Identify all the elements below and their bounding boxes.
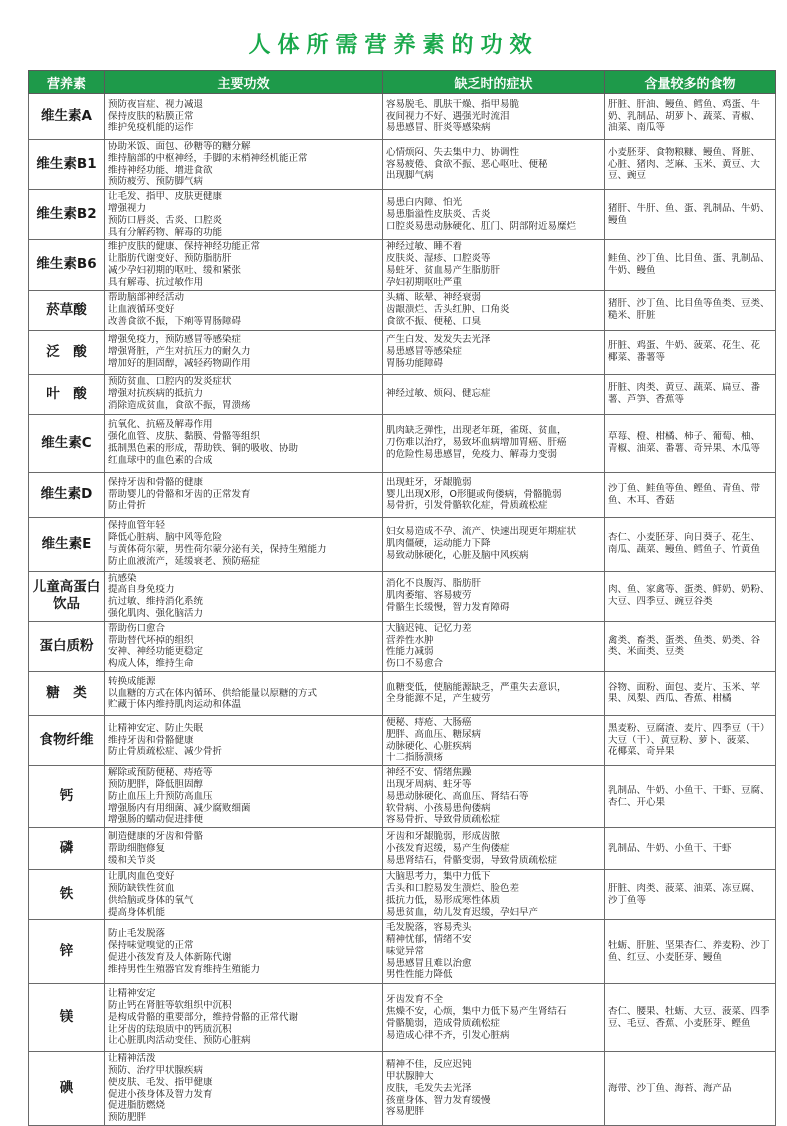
foods-cell bbox=[605, 870, 776, 920]
nutrient-name: 菸草酸 bbox=[29, 290, 105, 330]
nutrient-name: 维生素B2 bbox=[29, 190, 105, 240]
effects-line: 预防缺铁性贫血 bbox=[108, 882, 175, 894]
symptoms-line: 伤口不易愈合 bbox=[386, 658, 444, 670]
effects-cell bbox=[105, 1052, 383, 1126]
symptoms-line: 血糖变低，使脑能源缺乏，严重失去意识， bbox=[386, 681, 567, 693]
symptoms-line: 易患脂溢性皮肤炎、舌炎 bbox=[386, 208, 491, 220]
foods-line: 乳制品、牛奶、小鱼干、干虾 bbox=[608, 842, 732, 854]
header-symptoms: 缺乏时的症状 bbox=[383, 71, 605, 94]
effects-line: 以血糖的方式在体内循环、供给能量以原糖的方式 bbox=[108, 687, 318, 699]
nutrient-name: 维生素B1 bbox=[29, 140, 105, 190]
table-header-row bbox=[29, 71, 776, 94]
effects-line: 让精神安定、防止失眠 bbox=[108, 722, 204, 734]
effects-line: 消除造成贫血，食欲不振，胃溃疡 bbox=[108, 399, 251, 411]
foods-line: 沙丁鱼等 bbox=[608, 894, 647, 906]
symptoms-cell bbox=[383, 330, 605, 374]
effects-line: 让血液循环变好 bbox=[108, 304, 175, 316]
foods-cell bbox=[605, 414, 776, 472]
foods-line: 南瓜、蔬菜、鳗鱼、鳕鱼子、竹黄鱼 bbox=[608, 544, 761, 556]
symptoms-line: 出现蛀牙，牙龈脆弱 bbox=[386, 476, 472, 488]
symptoms-line: 孕妇初期呕吐严重 bbox=[386, 276, 463, 288]
foods-cell bbox=[605, 517, 776, 571]
foods-line: 肉、鱼、家禽等、蛋类、鲜奶、奶粉、 bbox=[608, 584, 770, 596]
foods-line: 青椒、油菜、番薯、奇异果、木瓜等 bbox=[608, 443, 761, 455]
nutrient-name: 叶 酸 bbox=[29, 374, 105, 414]
nutrient-name: 钙 bbox=[29, 766, 105, 828]
symptoms-line: 甲状腺肿大 bbox=[386, 1070, 434, 1082]
symptoms-line: 全身能源不足，产生疲劳 bbox=[386, 693, 491, 705]
symptoms-cell bbox=[383, 671, 605, 715]
symptoms-line: 神经过敏、睡不着 bbox=[386, 241, 463, 253]
table-row bbox=[29, 290, 776, 330]
table-row bbox=[29, 414, 776, 472]
symptoms-line: 易患贫血，幼儿发育迟缓，孕妇早产 bbox=[386, 906, 539, 918]
effects-cell bbox=[105, 671, 383, 715]
effects-cell bbox=[105, 190, 383, 240]
effects-line: 维护免疫机能的运作 bbox=[108, 122, 194, 134]
table-row bbox=[29, 715, 776, 765]
effects-line: 抗感染 bbox=[108, 572, 137, 584]
effects-line: 帮助替代坏掉的组织 bbox=[108, 634, 194, 646]
effects-line: 增强肠内有用细菌、减少腐败细菌 bbox=[108, 802, 251, 814]
symptoms-cell bbox=[383, 517, 605, 571]
effects-line: 防止血液流产，延缓衰老、预防癌症 bbox=[108, 555, 261, 567]
foods-line: 杏仁、腰果、牡蛎、大豆、菠菜、四季 bbox=[608, 1006, 770, 1017]
effects-cell bbox=[105, 374, 383, 414]
symptoms-cell bbox=[383, 715, 605, 765]
foods-cell bbox=[605, 1052, 776, 1126]
foods-line: 鱼、红豆、小麦胚芽、鳗鱼 bbox=[608, 951, 723, 963]
symptoms-line: 胃肠功能障碍 bbox=[386, 357, 444, 369]
effects-line: 防止骨折 bbox=[108, 500, 147, 512]
foods-line: 大豆（干）、黄豆粉、萝卜、菠菜、 bbox=[608, 734, 756, 746]
foods-line: 椰菜、番薯等 bbox=[608, 352, 666, 364]
foods-line: 乳制品、牛奶、小鱼干、干虾、豆腐、 bbox=[608, 784, 770, 796]
nutrient-table bbox=[28, 70, 776, 1126]
symptoms-line: 消化不良腹泻、脂肪肝 bbox=[386, 578, 482, 590]
effects-line: 维持脑部的中枢神经，手脚的末梢神经机能正常 bbox=[108, 152, 308, 164]
effects-line: 增强视力 bbox=[108, 202, 147, 214]
effects-line: 预防、治疗甲状腺疾病 bbox=[108, 1065, 204, 1077]
nutrient-name: 镁 bbox=[29, 984, 105, 1052]
foods-line: 猪肝、牛肝、鱼、蛋、乳制品、牛奶、 bbox=[608, 202, 770, 214]
symptoms-line: 口腔炎易患动脉硬化、肛门、阴部附近易糜烂 bbox=[386, 220, 577, 232]
foods-line: 肝脏、肉类、黄豆、蔬菜、扁豆、番 bbox=[608, 382, 761, 394]
effects-cell bbox=[105, 240, 383, 290]
table-body bbox=[29, 94, 776, 1126]
table-row bbox=[29, 766, 776, 828]
symptoms-line: 产生白发、发发失去光泽 bbox=[386, 334, 491, 346]
effects-line: 让脂肪代谢变好、预防脂肪肝 bbox=[108, 253, 232, 265]
effects-line: 是构成骨骼的重要部分，维持骨骼的正常代谢 bbox=[108, 1011, 299, 1023]
effects-line: 预防口唇炎、舌炎、口腔炎 bbox=[108, 214, 223, 226]
effects-line: 抵制黑色素的形成，帮助铁、铜的吸收、协助 bbox=[108, 443, 299, 455]
symptoms-cell bbox=[383, 374, 605, 414]
foods-line: 猪肝、沙丁鱼、比目鱼等鱼类、豆类、 bbox=[608, 298, 770, 310]
symptoms-cell bbox=[383, 870, 605, 920]
symptoms-line: 味觉异常 bbox=[386, 945, 425, 957]
effects-cell bbox=[105, 766, 383, 828]
table-row bbox=[29, 330, 776, 374]
effects-line: 强化肌肉、强化脑活力 bbox=[108, 607, 204, 619]
symptoms-line: 营养性水肿 bbox=[386, 634, 434, 646]
nutrient-name: 维生素E bbox=[29, 517, 105, 571]
effects-line: 构成人体，维持生命 bbox=[108, 658, 194, 670]
effects-line: 让精神安定 bbox=[108, 988, 156, 1000]
effects-line: 增强免疫力，预防感冒等感染症 bbox=[108, 334, 242, 346]
table-row bbox=[29, 140, 776, 190]
effects-line: 促进小孩身体及智力发育 bbox=[108, 1088, 213, 1100]
symptoms-line: 易患白内障、怕光 bbox=[386, 197, 463, 209]
symptoms-line: 肌肉萎缩、容易疲劳 bbox=[386, 590, 472, 602]
foods-line: 杏仁、开心果 bbox=[608, 796, 666, 808]
foods-line: 小麦胚芽、食物粮糠、鳗鱼、肾脏、 bbox=[608, 146, 761, 158]
symptoms-line: 孩童身体、智力发育缓慢 bbox=[386, 1094, 491, 1106]
foods-line: 鱼、木耳、香菇 bbox=[608, 494, 675, 506]
foods-line: 草莓、橙、柑橘、柿子、葡萄、柚、 bbox=[608, 431, 761, 443]
symptoms-line: 婴儿出现X形，O形腿或佝偻病，骨骼脆弱 bbox=[386, 488, 562, 500]
foods-line: 花椰菜、奇异果 bbox=[608, 746, 675, 758]
symptoms-line: 抵抗力低，易形成寒性体质 bbox=[386, 894, 501, 906]
effects-line: 抗氧化、抗癌及解毒作用 bbox=[108, 419, 213, 431]
foods-cell bbox=[605, 828, 776, 870]
effects-line: 帮助伤口愈合 bbox=[108, 622, 166, 634]
effects-cell bbox=[105, 571, 383, 621]
symptoms-line: 肥胖、高血压、糖尿病 bbox=[386, 728, 482, 740]
foods-cell bbox=[605, 671, 776, 715]
nutrient-name: 糖 类 bbox=[29, 671, 105, 715]
nutrient-name: 铁 bbox=[29, 870, 105, 920]
foods-line: 豆、豌豆 bbox=[608, 170, 647, 182]
effects-line: 改善食欲不振，下痢等胃肠障碍 bbox=[108, 315, 242, 327]
effects-line: 与黄体荷尔蒙，男性荷尔蒙分泌有关，保持生殖能力 bbox=[108, 544, 327, 556]
symptoms-line: 易致动脉硬化，心脏及脑中风疾病 bbox=[386, 549, 529, 561]
foods-cell bbox=[605, 920, 776, 984]
symptoms-line: 神经过敏、烦闷、健忘症 bbox=[386, 388, 491, 400]
effects-line: 防止血压上升预防高血压 bbox=[108, 790, 213, 802]
effects-line: 保持血管年轻 bbox=[108, 520, 166, 532]
header-nutrient: 营养素 bbox=[29, 71, 105, 94]
nutrient-name: 锌 bbox=[29, 920, 105, 984]
effects-cell bbox=[105, 472, 383, 517]
symptoms-line: 食欲不振、便秘、口臭 bbox=[386, 315, 482, 327]
symptoms-cell bbox=[383, 414, 605, 472]
table-row bbox=[29, 671, 776, 715]
symptoms-cell bbox=[383, 472, 605, 517]
effects-line: 让精神活泼 bbox=[108, 1053, 156, 1065]
effects-line: 强化血管、皮肤、黏膜、骨骼等组织 bbox=[108, 431, 261, 443]
effects-line: 红血球中的血色素的合成 bbox=[108, 454, 213, 466]
effects-line: 帮助细胞修复 bbox=[108, 842, 166, 854]
foods-cell bbox=[605, 94, 776, 140]
effects-line: 让牙齿的珐琅质中的钙质沉积 bbox=[108, 1023, 232, 1035]
table-row bbox=[29, 240, 776, 290]
effects-line: 让肌肉血色变好 bbox=[108, 871, 175, 883]
foods-line: 肝脏、肉类、菠菜、油菜、冻豆腐、 bbox=[608, 882, 761, 894]
effects-line: 供给脑或身体的氧气 bbox=[108, 894, 194, 906]
table-row bbox=[29, 374, 776, 414]
symptoms-line: 妇女易造成不孕、流产、快速出现更年期症状 bbox=[386, 526, 577, 538]
effects-line: 增强肠的蠕动促进排便 bbox=[108, 814, 204, 826]
foods-cell bbox=[605, 984, 776, 1052]
table-row bbox=[29, 190, 776, 240]
foods-line: 谷物、面粉、面包、麦片、玉米、苹 bbox=[608, 681, 761, 693]
effects-line: 保持皮肤的粘膜正常 bbox=[108, 110, 194, 122]
nutrient-name: 蛋白质粉 bbox=[29, 621, 105, 671]
foods-line: 黑麦粉、豆腐渣、麦片、四季豆（干） bbox=[608, 722, 770, 734]
effects-cell bbox=[105, 920, 383, 984]
symptoms-line: 小孩发育迟缓，易产生佝偻症 bbox=[386, 842, 510, 854]
foods-line: 鳗鱼 bbox=[608, 214, 628, 226]
symptoms-line: 容易疲倦、食欲不振、恶心呕吐、便秘 bbox=[386, 158, 548, 170]
symptoms-line: 出现牙周病、蛀牙等 bbox=[386, 778, 472, 790]
foods-cell bbox=[605, 766, 776, 828]
symptoms-line: 易患动脉硬化、高血压、肾结石等 bbox=[386, 790, 529, 802]
symptoms-line: 动脉硬化、心脏疾病 bbox=[386, 740, 472, 752]
symptoms-line: 骨骼脆弱，造成骨质疏松症 bbox=[386, 1017, 501, 1029]
symptoms-line: 骨骼生长缓慢，智力发育障碍 bbox=[386, 602, 510, 614]
foods-line: 心脏、猪肉、芝麻、玉米、黄豆、大 bbox=[608, 158, 761, 170]
effects-line: 维持神经功能、增进食欲 bbox=[108, 164, 213, 176]
symptoms-line: 牙齿和牙龈脆弱，形成齿脓 bbox=[386, 830, 501, 842]
effects-cell bbox=[105, 828, 383, 870]
effects-line: 帮助婴儿的骨骼和牙齿的正常发育 bbox=[108, 488, 251, 500]
effects-line: 使皮肤、毛发、指甲健康 bbox=[108, 1076, 213, 1088]
table-row bbox=[29, 472, 776, 517]
symptoms-cell bbox=[383, 571, 605, 621]
header-foods: 含量较多的食物 bbox=[605, 71, 776, 94]
effects-line: 预防肥胖 bbox=[108, 1112, 147, 1124]
foods-line: 豆、毛豆、香蕉、小麦胚芽、鲣鱼 bbox=[608, 1017, 751, 1029]
table-row bbox=[29, 920, 776, 984]
effects-line: 防止毛发脱落 bbox=[108, 928, 166, 940]
effects-cell bbox=[105, 414, 383, 472]
foods-line: 鲑鱼、沙丁鱼、比目鱼、蛋、乳制品、 bbox=[608, 253, 770, 265]
symptoms-line: 易造成心律不齐，引发心脏病 bbox=[386, 1029, 510, 1041]
effects-line: 安神、神经功能更稳定 bbox=[108, 646, 204, 658]
effects-cell bbox=[105, 870, 383, 920]
symptoms-cell bbox=[383, 240, 605, 290]
symptoms-line: 便秘、痔疮、大肠癌 bbox=[386, 716, 472, 728]
effects-cell bbox=[105, 330, 383, 374]
page-title: 人体所需营养素的功效 bbox=[248, 33, 539, 58]
effects-line: 协助米饭、面包、砂糖等的糖分解 bbox=[108, 141, 251, 152]
symptoms-line: 心情烦闷、失去集中力、协调性 bbox=[386, 146, 520, 158]
symptoms-cell bbox=[383, 984, 605, 1052]
effects-line: 促进脂肪燃烧 bbox=[108, 1100, 166, 1112]
symptoms-line: 头痛、眩晕、神经衰弱 bbox=[386, 292, 482, 304]
foods-cell bbox=[605, 472, 776, 517]
foods-cell bbox=[605, 240, 776, 290]
table-row bbox=[29, 828, 776, 870]
symptoms-line: 大脑思考力，集中力低下 bbox=[386, 871, 491, 883]
symptoms-line: 易患感冒等感染症 bbox=[386, 346, 463, 358]
effects-line: 制造健康的牙齿和骨骼 bbox=[108, 830, 204, 842]
foods-cell bbox=[605, 330, 776, 374]
symptoms-line: 易患感冒、肝炎等感染病 bbox=[386, 122, 491, 134]
table-row bbox=[29, 571, 776, 621]
effects-line: 具有分解药物、解毒的功能 bbox=[108, 226, 223, 238]
symptoms-line: 皮肤，毛发失去光泽 bbox=[386, 1082, 472, 1094]
effects-cell bbox=[105, 517, 383, 571]
effects-line: 抗过敏、维持消化系统 bbox=[108, 596, 204, 608]
symptoms-cell bbox=[383, 1052, 605, 1126]
effects-line: 维护皮肤的健康、保持神经功能正常 bbox=[108, 241, 261, 253]
effects-line: 减少孕妇初期的呕吐、缓和紧张 bbox=[108, 264, 242, 276]
symptoms-cell bbox=[383, 290, 605, 330]
effects-line: 增加好的胆固醇，减轻药物副作用 bbox=[108, 357, 251, 369]
symptoms-line: 性能力减弱 bbox=[386, 646, 434, 658]
effects-cell bbox=[105, 621, 383, 671]
symptoms-line: 容易脱毛、肌肤干燥、指甲易脆 bbox=[386, 98, 520, 110]
effects-cell bbox=[105, 94, 383, 140]
effects-line: 提高自身免疫力 bbox=[108, 584, 175, 596]
symptoms-line: 十二指肠溃疡 bbox=[386, 752, 444, 764]
foods-line: 牛奶、鳗鱼 bbox=[608, 264, 656, 276]
symptoms-line: 毛发脱落，容易秃头 bbox=[386, 922, 472, 934]
symptoms-line: 舌头和口腔易发生溃烂、脸色差 bbox=[386, 882, 520, 894]
foods-cell bbox=[605, 715, 776, 765]
effects-line: 预防贫血、口腔内的发炎症状 bbox=[108, 376, 232, 388]
nutrient-name: 维生素B6 bbox=[29, 240, 105, 290]
symptoms-line: 夜间视力不好、遇强光时流泪 bbox=[386, 110, 510, 122]
nutrient-name: 泛 酸 bbox=[29, 330, 105, 374]
effects-line: 防止钙在肾脏等软组织中沉积 bbox=[108, 1000, 232, 1012]
foods-line: 薯、芦笋、香蕉等 bbox=[608, 394, 685, 406]
foods-line: 禽类、畜类、蛋类、鱼类、奶类、谷 bbox=[608, 634, 761, 646]
symptoms-line: 容易肥胖 bbox=[386, 1106, 425, 1118]
effects-cell bbox=[105, 290, 383, 330]
symptoms-line: 肌肉僵硬，运动能力下降 bbox=[386, 538, 491, 550]
symptoms-line: 的危险性易患感冒，免疫力、解毒力变弱 bbox=[386, 448, 558, 460]
effects-line: 缓和关节炎 bbox=[108, 854, 156, 866]
symptoms-line: 精神不佳，反应迟钝 bbox=[386, 1059, 472, 1071]
foods-line: 海带、沙丁鱼、海苔、海产品 bbox=[608, 1082, 732, 1094]
foods-line: 大豆、四季豆、豌豆谷类 bbox=[608, 596, 713, 608]
foods-cell bbox=[605, 621, 776, 671]
symptoms-line: 出现脚气病 bbox=[386, 170, 434, 182]
symptoms-line: 易蛀牙、贫血易产生脂肪肝 bbox=[386, 264, 501, 276]
effects-line: 预防疲劳、预防脚气病 bbox=[108, 176, 204, 188]
symptoms-line: 软骨病、小孩易患佝偻病 bbox=[386, 802, 491, 814]
foods-line: 牡蛎、肝脏、坚果杏仁、养麦粉、沙丁 bbox=[608, 940, 770, 951]
foods-cell bbox=[605, 571, 776, 621]
foods-line: 肝脏、鸡蛋、牛奶、菠菜、花生、花 bbox=[608, 340, 761, 352]
symptoms-line: 牙齿发育不全 bbox=[386, 994, 444, 1006]
foods-cell bbox=[605, 290, 776, 330]
symptoms-line: 皮肤炎、湿疹、口腔炎等 bbox=[386, 253, 491, 265]
effects-line: 让毛发、指甲、皮肤更健康 bbox=[108, 191, 223, 203]
foods-line: 奶、乳制品、胡萝卜、蔬菜、青椒、 bbox=[608, 110, 761, 122]
foods-line: 类、米面类、豆类 bbox=[608, 646, 685, 658]
nutrient-name: 维生素C bbox=[29, 414, 105, 472]
effects-line: 增强对抗疾病的抵抗力 bbox=[108, 388, 204, 400]
effects-line: 提高身体机能 bbox=[108, 906, 166, 918]
symptoms-line: 齿龈溃烂、舌头红肿、口角炎 bbox=[386, 304, 510, 316]
table-row bbox=[29, 870, 776, 920]
symptoms-cell bbox=[383, 920, 605, 984]
effects-cell bbox=[105, 984, 383, 1052]
table-row bbox=[29, 984, 776, 1052]
symptoms-cell bbox=[383, 621, 605, 671]
nutrient-name: 磷 bbox=[29, 828, 105, 870]
symptoms-line: 肌肉缺乏弹性，出现老年斑，雀斑、贫血， bbox=[386, 425, 567, 437]
effects-line: 保持味觉嗅觉的正常 bbox=[108, 940, 194, 951]
foods-line: 杏仁、小麦胚芽、向日葵子、花生、 bbox=[608, 532, 761, 544]
effects-cell bbox=[105, 715, 383, 765]
nutrient-name: 碘 bbox=[29, 1052, 105, 1126]
nutrient-name: 食物纤维 bbox=[29, 715, 105, 765]
effects-cell bbox=[105, 140, 383, 190]
foods-cell bbox=[605, 374, 776, 414]
nutrient-name: 儿童高蛋白饮品 bbox=[29, 571, 105, 621]
symptoms-line: 容易骨折、导致骨质疏松症 bbox=[386, 814, 501, 826]
symptoms-line: 易骨折，引发骨骼软化症，骨质疏松症 bbox=[386, 500, 548, 512]
symptoms-cell bbox=[383, 190, 605, 240]
effects-line: 转换成能源 bbox=[108, 675, 156, 687]
foods-line: 果、凤梨、西瓜、香蕉、柑橘 bbox=[608, 693, 732, 705]
effects-line: 解除或预防便秘、痔疮等 bbox=[108, 767, 213, 779]
symptoms-line: 刀伤难以治疗，易致坏血病增加胃癌、肝癌 bbox=[386, 437, 567, 449]
effects-line: 增强肾脏，产生对抗压力的耐久力 bbox=[108, 346, 251, 358]
symptoms-cell bbox=[383, 94, 605, 140]
effects-line: 预防夜盲症、视力减退 bbox=[108, 98, 204, 110]
nutrient-name: 维生素D bbox=[29, 472, 105, 517]
effects-line: 帮助脑部神经活动 bbox=[108, 292, 185, 304]
table-row bbox=[29, 94, 776, 140]
symptoms-cell bbox=[383, 828, 605, 870]
symptoms-line: 大脑迟钝、记忆力差 bbox=[386, 622, 472, 634]
foods-cell bbox=[605, 190, 776, 240]
symptoms-line: 精神忧郁，情绪不安 bbox=[386, 934, 472, 946]
effects-line: 保持牙齿和骨骼的健康 bbox=[108, 476, 204, 488]
symptoms-cell bbox=[383, 766, 605, 828]
foods-cell bbox=[605, 140, 776, 190]
table-row bbox=[29, 621, 776, 671]
nutrient-name: 维生素A bbox=[29, 94, 105, 140]
symptoms-line: 神经不安、情绪焦躁 bbox=[386, 767, 472, 779]
effects-line: 防止骨质疏松症、减少骨折 bbox=[108, 746, 223, 758]
symptoms-line: 焦燥不安，心烦，集中力低下易产生肾结石 bbox=[386, 1006, 567, 1017]
foods-line: 糙米、肝脏 bbox=[608, 310, 656, 322]
table-row bbox=[29, 1052, 776, 1126]
foods-line: 沙丁鱼、鲑鱼等鱼、鲣鱼、青鱼、带 bbox=[608, 482, 761, 494]
effects-line: 预防肥胖，降低胆固醇 bbox=[108, 778, 204, 790]
effects-line: 贮藏于体内维持肌肉运动和体温 bbox=[108, 699, 242, 711]
symptoms-line: 易患感冒且难以治愈 bbox=[386, 957, 472, 969]
symptoms-line: 易患肾结石，骨骼变弱，导致骨质疏松症 bbox=[386, 854, 558, 866]
effects-line: 让心脏肌肉活动变佳、预防心脏病 bbox=[108, 1035, 251, 1047]
effects-line: 维持男性生殖器官发育维持生殖能力 bbox=[108, 963, 261, 975]
effects-line: 维持牙齿和骨骼健康 bbox=[108, 734, 194, 746]
effects-line: 降低心脏病、脑中风等危险 bbox=[108, 532, 223, 544]
effects-line: 促进小孩发育及人体新陈代谢 bbox=[108, 951, 232, 963]
effects-line: 具有解毒、抗过敏作用 bbox=[108, 276, 204, 288]
foods-line: 肝脏、肝油、鳗鱼、鳕鱼、鸡蛋、牛 bbox=[608, 98, 761, 110]
symptoms-cell bbox=[383, 140, 605, 190]
header-effects: 主要功效 bbox=[105, 71, 383, 94]
foods-line: 油菜、南瓜等 bbox=[608, 122, 666, 134]
symptoms-line: 男性性能力降低 bbox=[386, 969, 453, 981]
table-row bbox=[29, 517, 776, 571]
